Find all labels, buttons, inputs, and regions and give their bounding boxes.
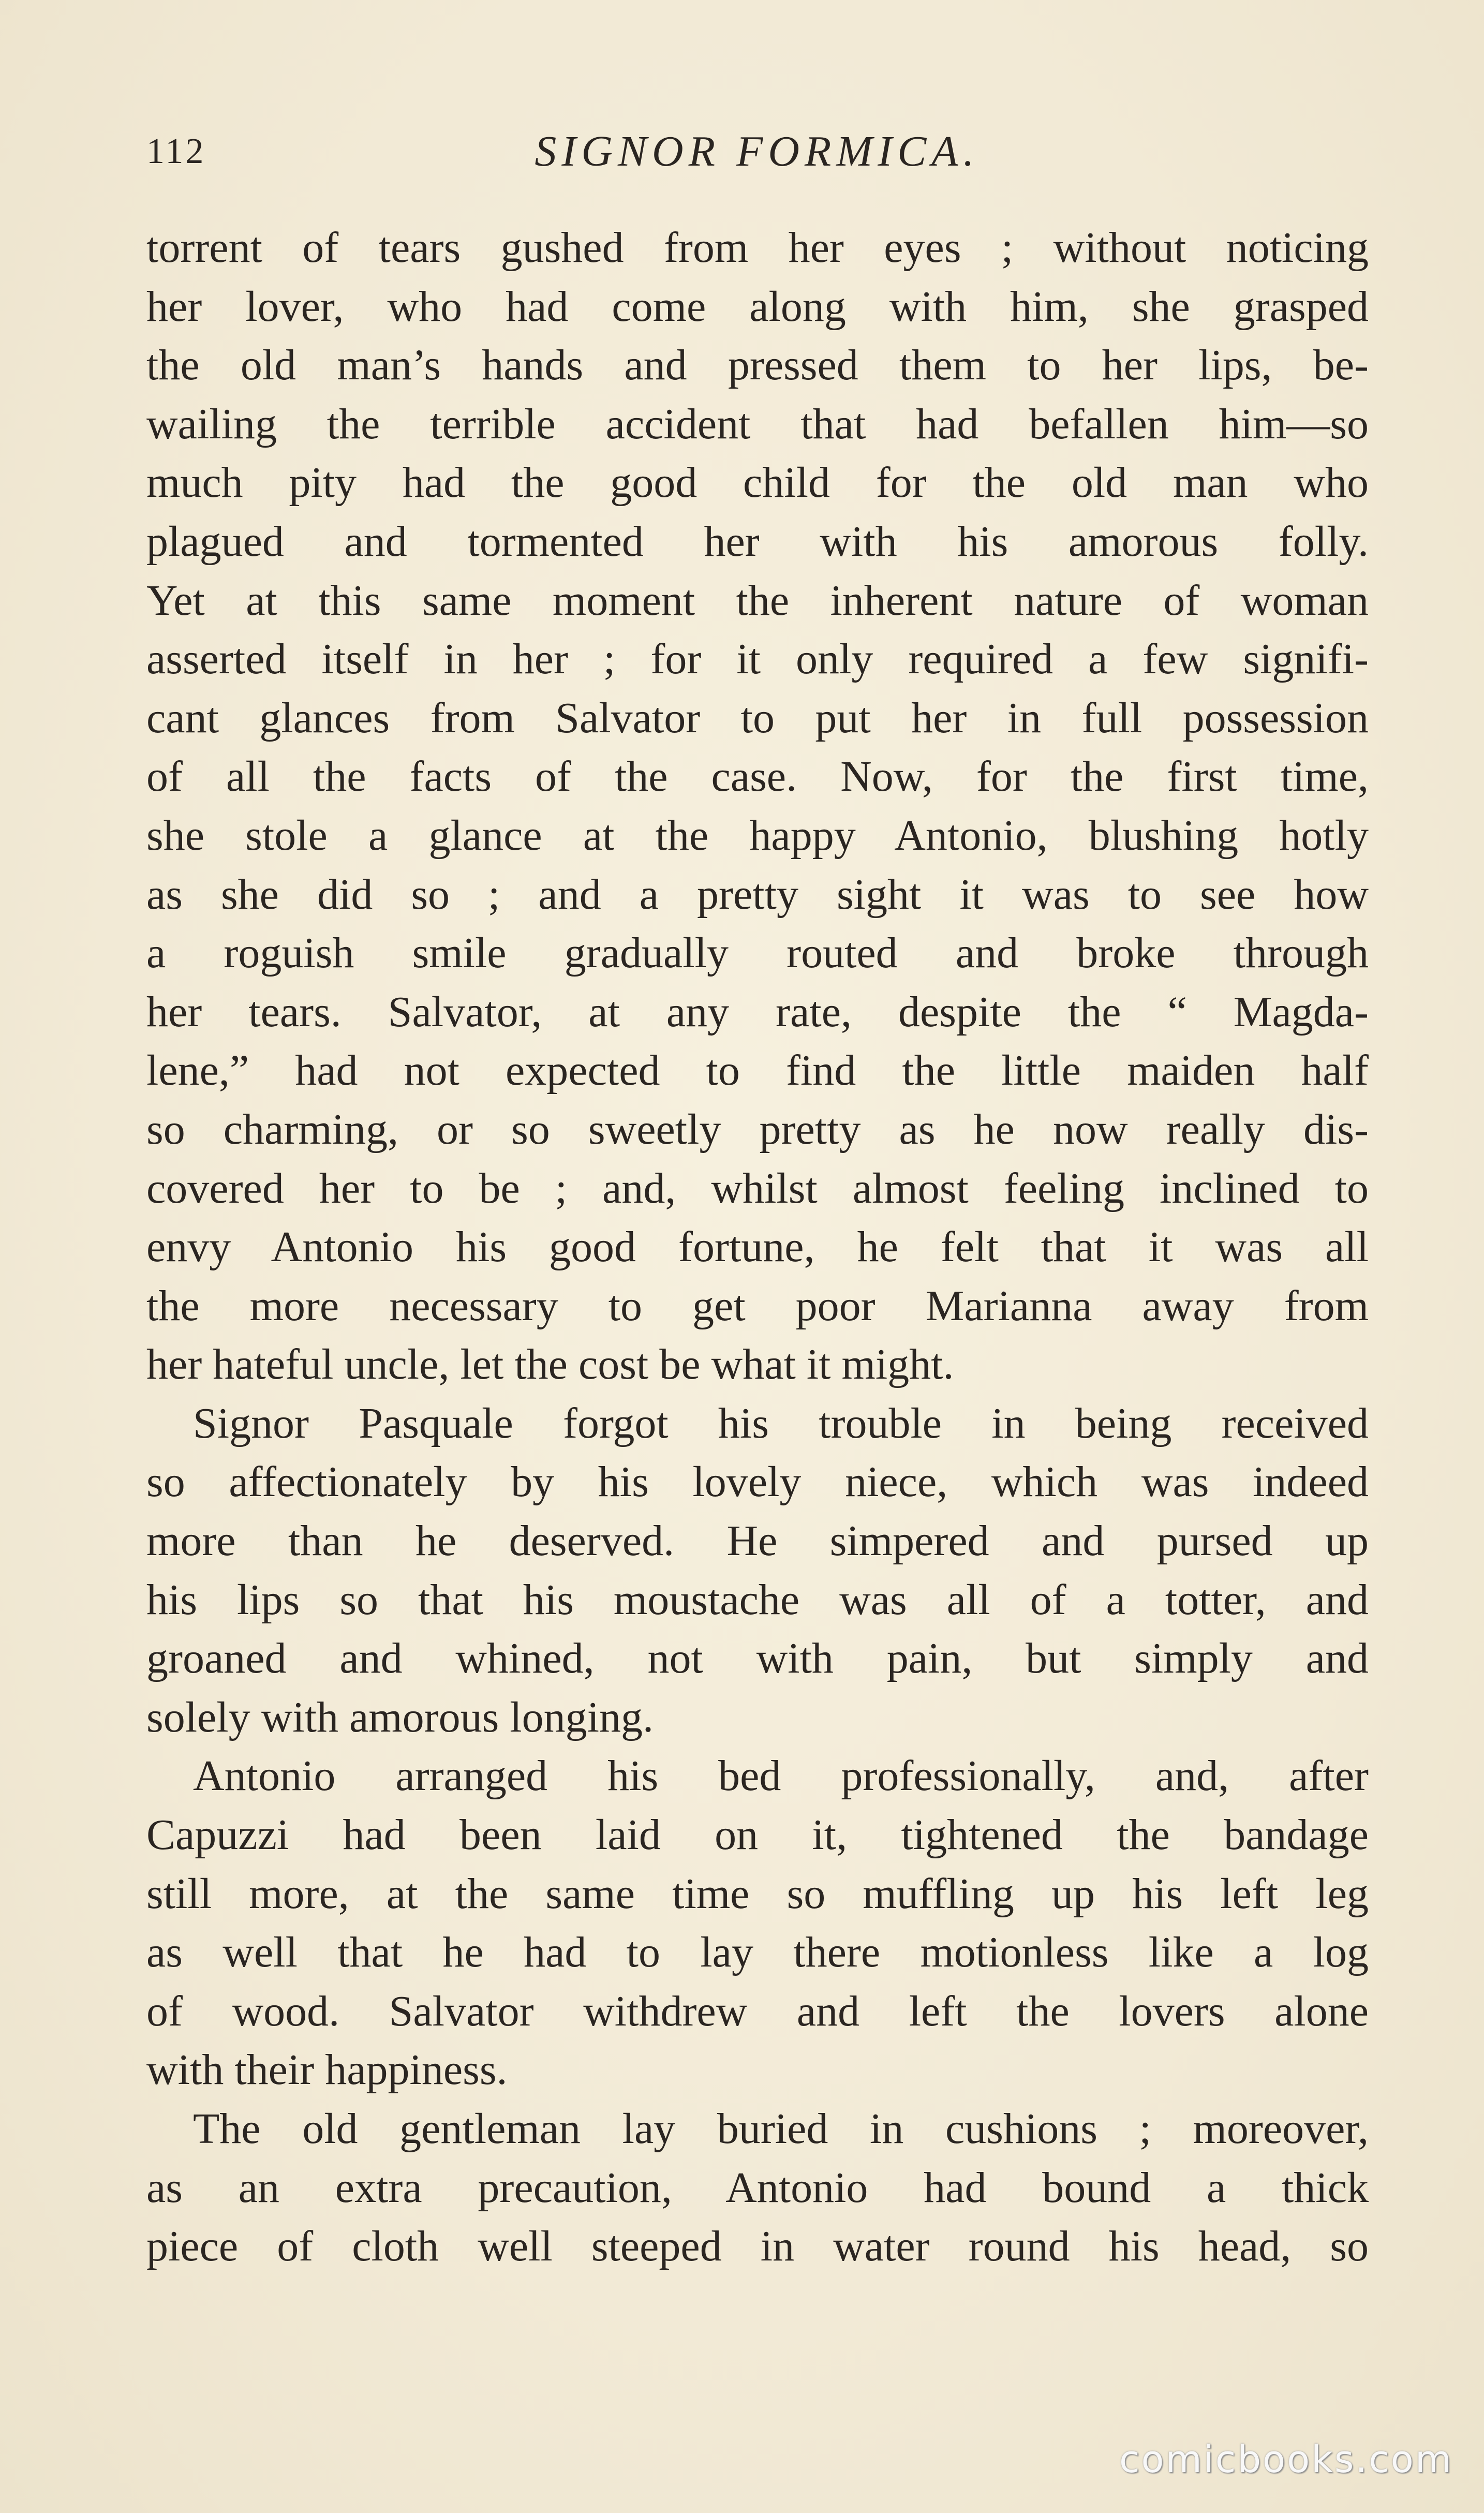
- text-line: her lover, who had come along with him, she grasped: [146, 282, 1369, 331]
- paragraph-end-line: solely with amorous longing.: [146, 1693, 654, 1741]
- text-line: wailing the terrible accident that had befallen him—so: [146, 400, 1369, 448]
- page-header: [146, 123, 1368, 180]
- text-line: she stole a glance at the happy Antonio, blushing hotly: [146, 811, 1369, 860]
- text-line: torrent of tears gushed from her eyes ; without noticing: [146, 224, 1369, 272]
- text-line: groaned and whined, not with pain, but simply and: [146, 1634, 1369, 1683]
- text-line: a roguish smile gradually routed and broke through: [146, 929, 1369, 978]
- paragraph-end-line: with their happiness.: [146, 2046, 508, 2094]
- text-line: of wood. Salvator withdrew and left the lovers alone: [146, 1987, 1369, 2035]
- text-line: Yet at this same moment the inherent nature of woman: [146, 576, 1369, 625]
- page-number: 112: [146, 131, 206, 171]
- text-line: her tears. Salvator, at any rate, despite the “ Magda-: [146, 987, 1369, 1036]
- text-line: of all the facts of the case. Now, for the first time,: [146, 752, 1369, 801]
- text-line: as an extra precaution, Antonio had bound a thick: [146, 2163, 1369, 2212]
- text-line: asserted itself in her ; for it only required a few signifi-: [146, 635, 1369, 684]
- paragraph-start-line: The old gentleman lay buried in cushions ; moreover,: [193, 2105, 1369, 2153]
- paragraph-start-line: Antonio arranged his bed professionally, and, after: [193, 1752, 1369, 1800]
- paragraph-end-line: her hateful uncle, let the cost be what it might.: [146, 1340, 954, 1389]
- text-line: his lips so that his moustache was all of a totter, and: [146, 1575, 1369, 1624]
- text-line: envy Antonio his good fortune, he felt that it was all: [146, 1223, 1369, 1272]
- text-line: cant glances from Salvator to put her in full possession: [146, 693, 1369, 742]
- text-line: the old man’s hands and pressed them to her lips, be-: [146, 341, 1369, 390]
- text-line: much pity had the good child for the old man who: [146, 459, 1369, 507]
- text-line: covered her to be ; and, whilst almost feeling inclined to: [146, 1164, 1369, 1213]
- text-line: as well that he had to lay there motionless like a log: [146, 1928, 1369, 1977]
- watermark: comicbooks.com: [1119, 2437, 1453, 2481]
- text-line: the more necessary to get poor Marianna away from: [146, 1281, 1369, 1330]
- text-line: plagued and tormented her with his amorous folly.: [146, 517, 1369, 566]
- text-line: still more, at the same time so muffling up his left leg: [146, 1869, 1369, 1918]
- text-line: Capuzzi had been laid on it, tightened the bandage: [146, 1811, 1369, 1859]
- text-line: piece of cloth well steeped in water round his head, so: [146, 2222, 1369, 2271]
- paragraph-start-line: Signor Pasquale forgot his trouble in being received: [193, 1399, 1369, 1447]
- text-line: as she did so ; and a pretty sight it was to see how: [146, 870, 1369, 919]
- text-line: so affectionately by his lovely niece, which was indeed: [146, 1458, 1369, 1506]
- body-text: [146, 218, 1369, 2276]
- text-line: more than he deserved. He simpered and pursed up: [146, 1517, 1369, 1565]
- running-title: SIGNOR FORMICA.: [535, 127, 980, 175]
- text-line: lene,” had not expected to find the little maiden half: [146, 1046, 1369, 1095]
- text-line: so charming, or so sweetly pretty as he now really dis-: [146, 1105, 1369, 1154]
